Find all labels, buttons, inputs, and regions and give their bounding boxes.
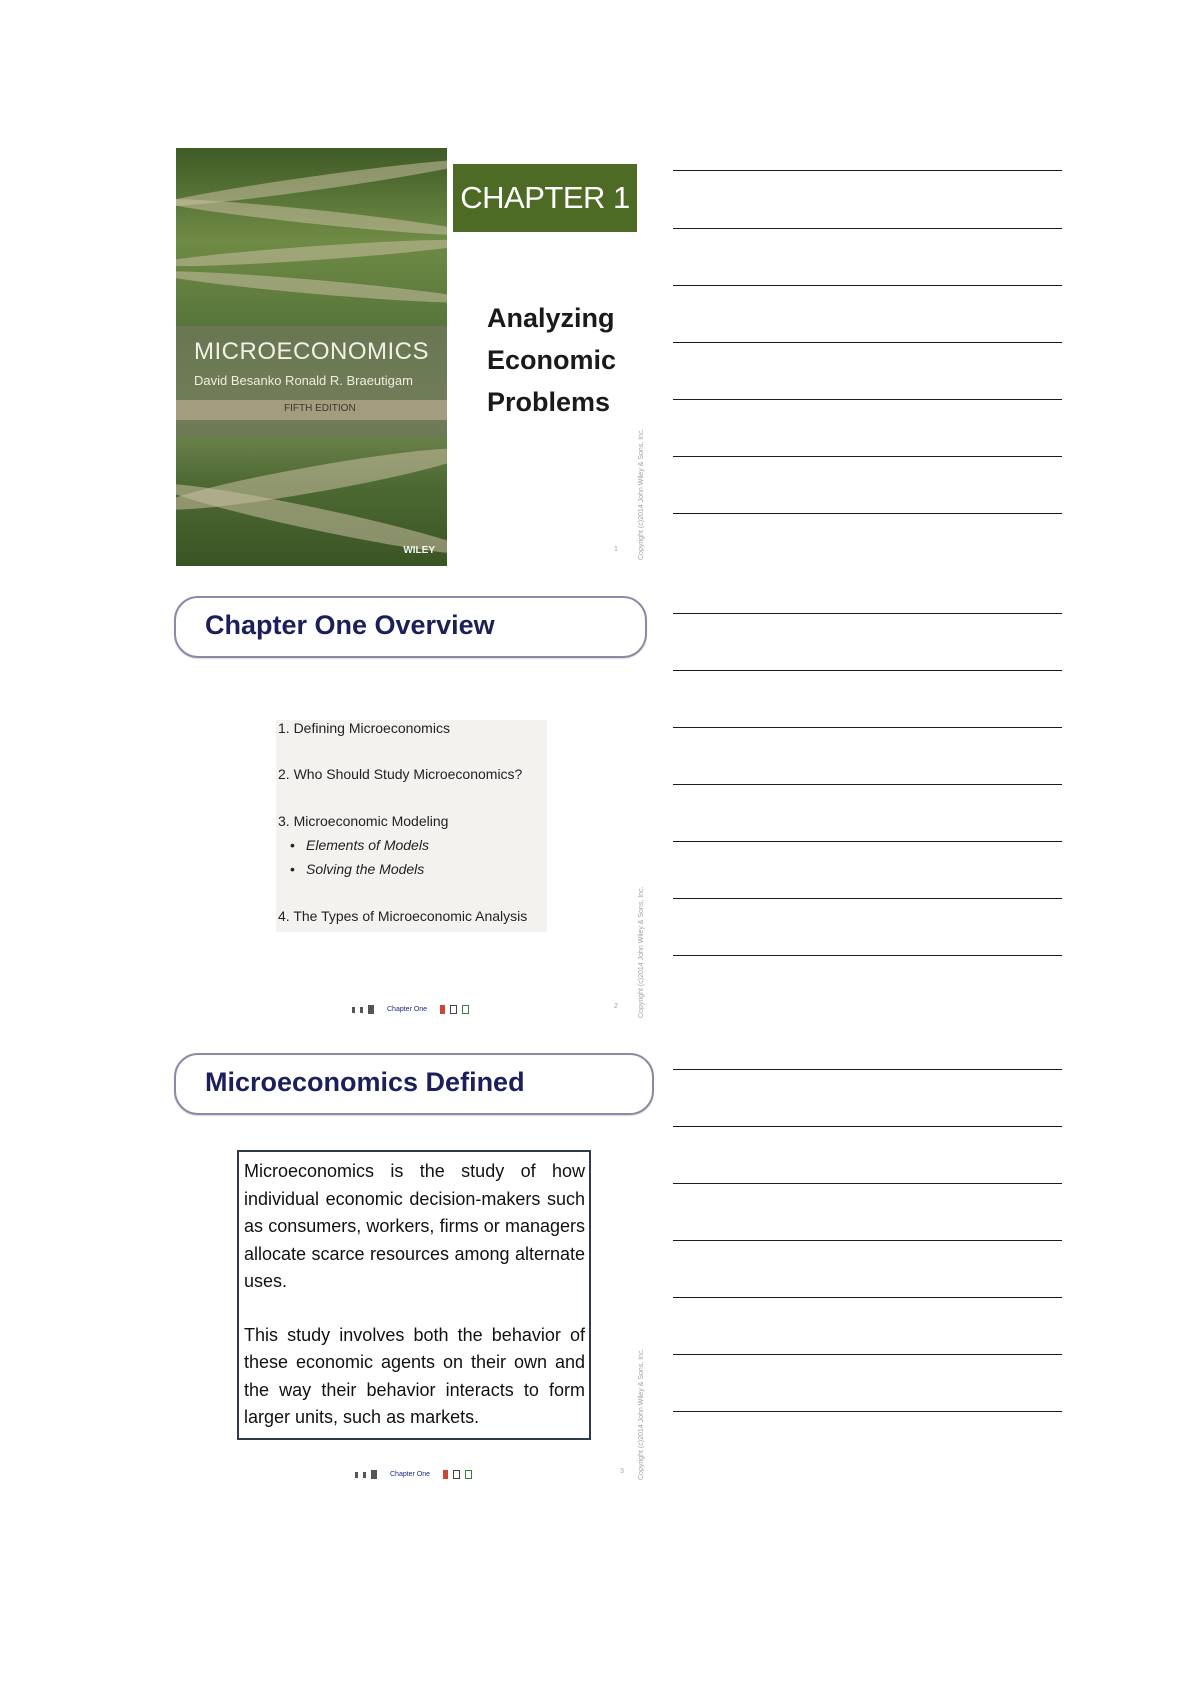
note-line	[673, 1411, 1062, 1412]
definition-paragraph: Microeconomics is the study of how individual economic decision-makers such as consumers, workers, firms or managers allocate scarce resources among alternate uses.	[244, 1161, 585, 1291]
home-icon[interactable]	[440, 1005, 445, 1014]
list-item: 4. The Types of Microeconomic Analysis	[278, 908, 528, 924]
book-cover-image	[176, 148, 447, 566]
note-line	[673, 898, 1062, 899]
note-line	[673, 1126, 1062, 1127]
slide-number: 3	[620, 1468, 624, 1475]
copyright-notice: Copyright (c)2014 John Wiley & Sons, Inc.	[638, 1348, 645, 1480]
subtitle-line: Problems	[487, 387, 611, 417]
note-line	[673, 513, 1062, 514]
print-icon[interactable]	[450, 1005, 457, 1014]
slide-title: Microeconomics Defined	[205, 1067, 525, 1097]
slide-footer-nav	[355, 1470, 472, 1479]
forward-icon[interactable]	[462, 1005, 469, 1014]
slide-title-bar	[174, 596, 647, 658]
footer-label: Chapter One	[390, 1471, 431, 1478]
note-line	[673, 342, 1062, 343]
print-icon[interactable]	[453, 1470, 460, 1479]
slide-footer-nav	[352, 1005, 469, 1014]
chapter-subtitle	[487, 297, 637, 423]
cover-authors: David Besanko Ronald R. Braeutigam	[194, 373, 413, 388]
sub-list-item: • Elements of Models	[306, 837, 429, 853]
definition-box	[237, 1150, 591, 1440]
footer-label: Chapter One	[387, 1006, 428, 1013]
list-item: 1. Defining Microeconomics	[278, 720, 450, 736]
note-line	[673, 955, 1062, 956]
publisher-logo: WILEY	[403, 545, 435, 556]
home-icon[interactable]	[443, 1470, 448, 1479]
cover-edition-label: FIFTH EDITION	[284, 403, 356, 414]
copyright-notice: Copyright (c)2014 John Wiley & Sons, Inc.	[638, 428, 645, 560]
subtitle-line: Economic	[487, 345, 617, 375]
forward-icon[interactable]	[465, 1470, 472, 1479]
note-line	[673, 670, 1062, 671]
note-line	[673, 170, 1062, 171]
note-line	[673, 841, 1062, 842]
menu-icon[interactable]	[360, 1007, 363, 1013]
list-icon[interactable]	[368, 1005, 374, 1014]
note-line	[673, 784, 1062, 785]
note-line	[673, 399, 1062, 400]
subtitle-line: Analyzing	[487, 303, 615, 333]
cover-edition	[176, 400, 447, 420]
note-line	[673, 613, 1062, 614]
definition-paragraph: This study involves both the behavior of these economic agents on their own and the way their behavior interacts to form larger units, such as markets.	[244, 1324, 585, 1427]
note-line	[673, 1069, 1062, 1070]
cover-title: MICROECONOMICS	[194, 338, 429, 365]
list-item: 2. Who Should Study Microeconomics?	[278, 766, 523, 782]
copyright-notice: Copyright (c)2014 John Wiley & Sons, Inc.	[638, 886, 645, 1018]
list-icon[interactable]	[371, 1470, 377, 1479]
list-item: 3. Microeconomic Modeling	[278, 813, 449, 829]
note-line	[673, 1183, 1062, 1184]
note-line	[673, 456, 1062, 457]
note-line	[673, 1297, 1062, 1298]
note-line	[673, 1240, 1062, 1241]
note-line	[673, 727, 1062, 728]
slide-title-bar	[174, 1053, 654, 1115]
slide-number: 1	[614, 546, 618, 553]
menu-icon[interactable]	[363, 1472, 366, 1478]
note-line	[673, 1354, 1062, 1355]
chapter-tag: CHAPTER 1	[453, 164, 637, 232]
back-icon[interactable]	[352, 1007, 355, 1013]
note-line	[673, 285, 1062, 286]
slide-title: Chapter One Overview	[205, 610, 495, 640]
note-line	[673, 228, 1062, 229]
back-icon[interactable]	[355, 1472, 358, 1478]
slide-number: 2	[614, 1003, 618, 1010]
overview-list	[276, 720, 547, 932]
sub-list-item: • Solving the Models	[306, 861, 424, 877]
